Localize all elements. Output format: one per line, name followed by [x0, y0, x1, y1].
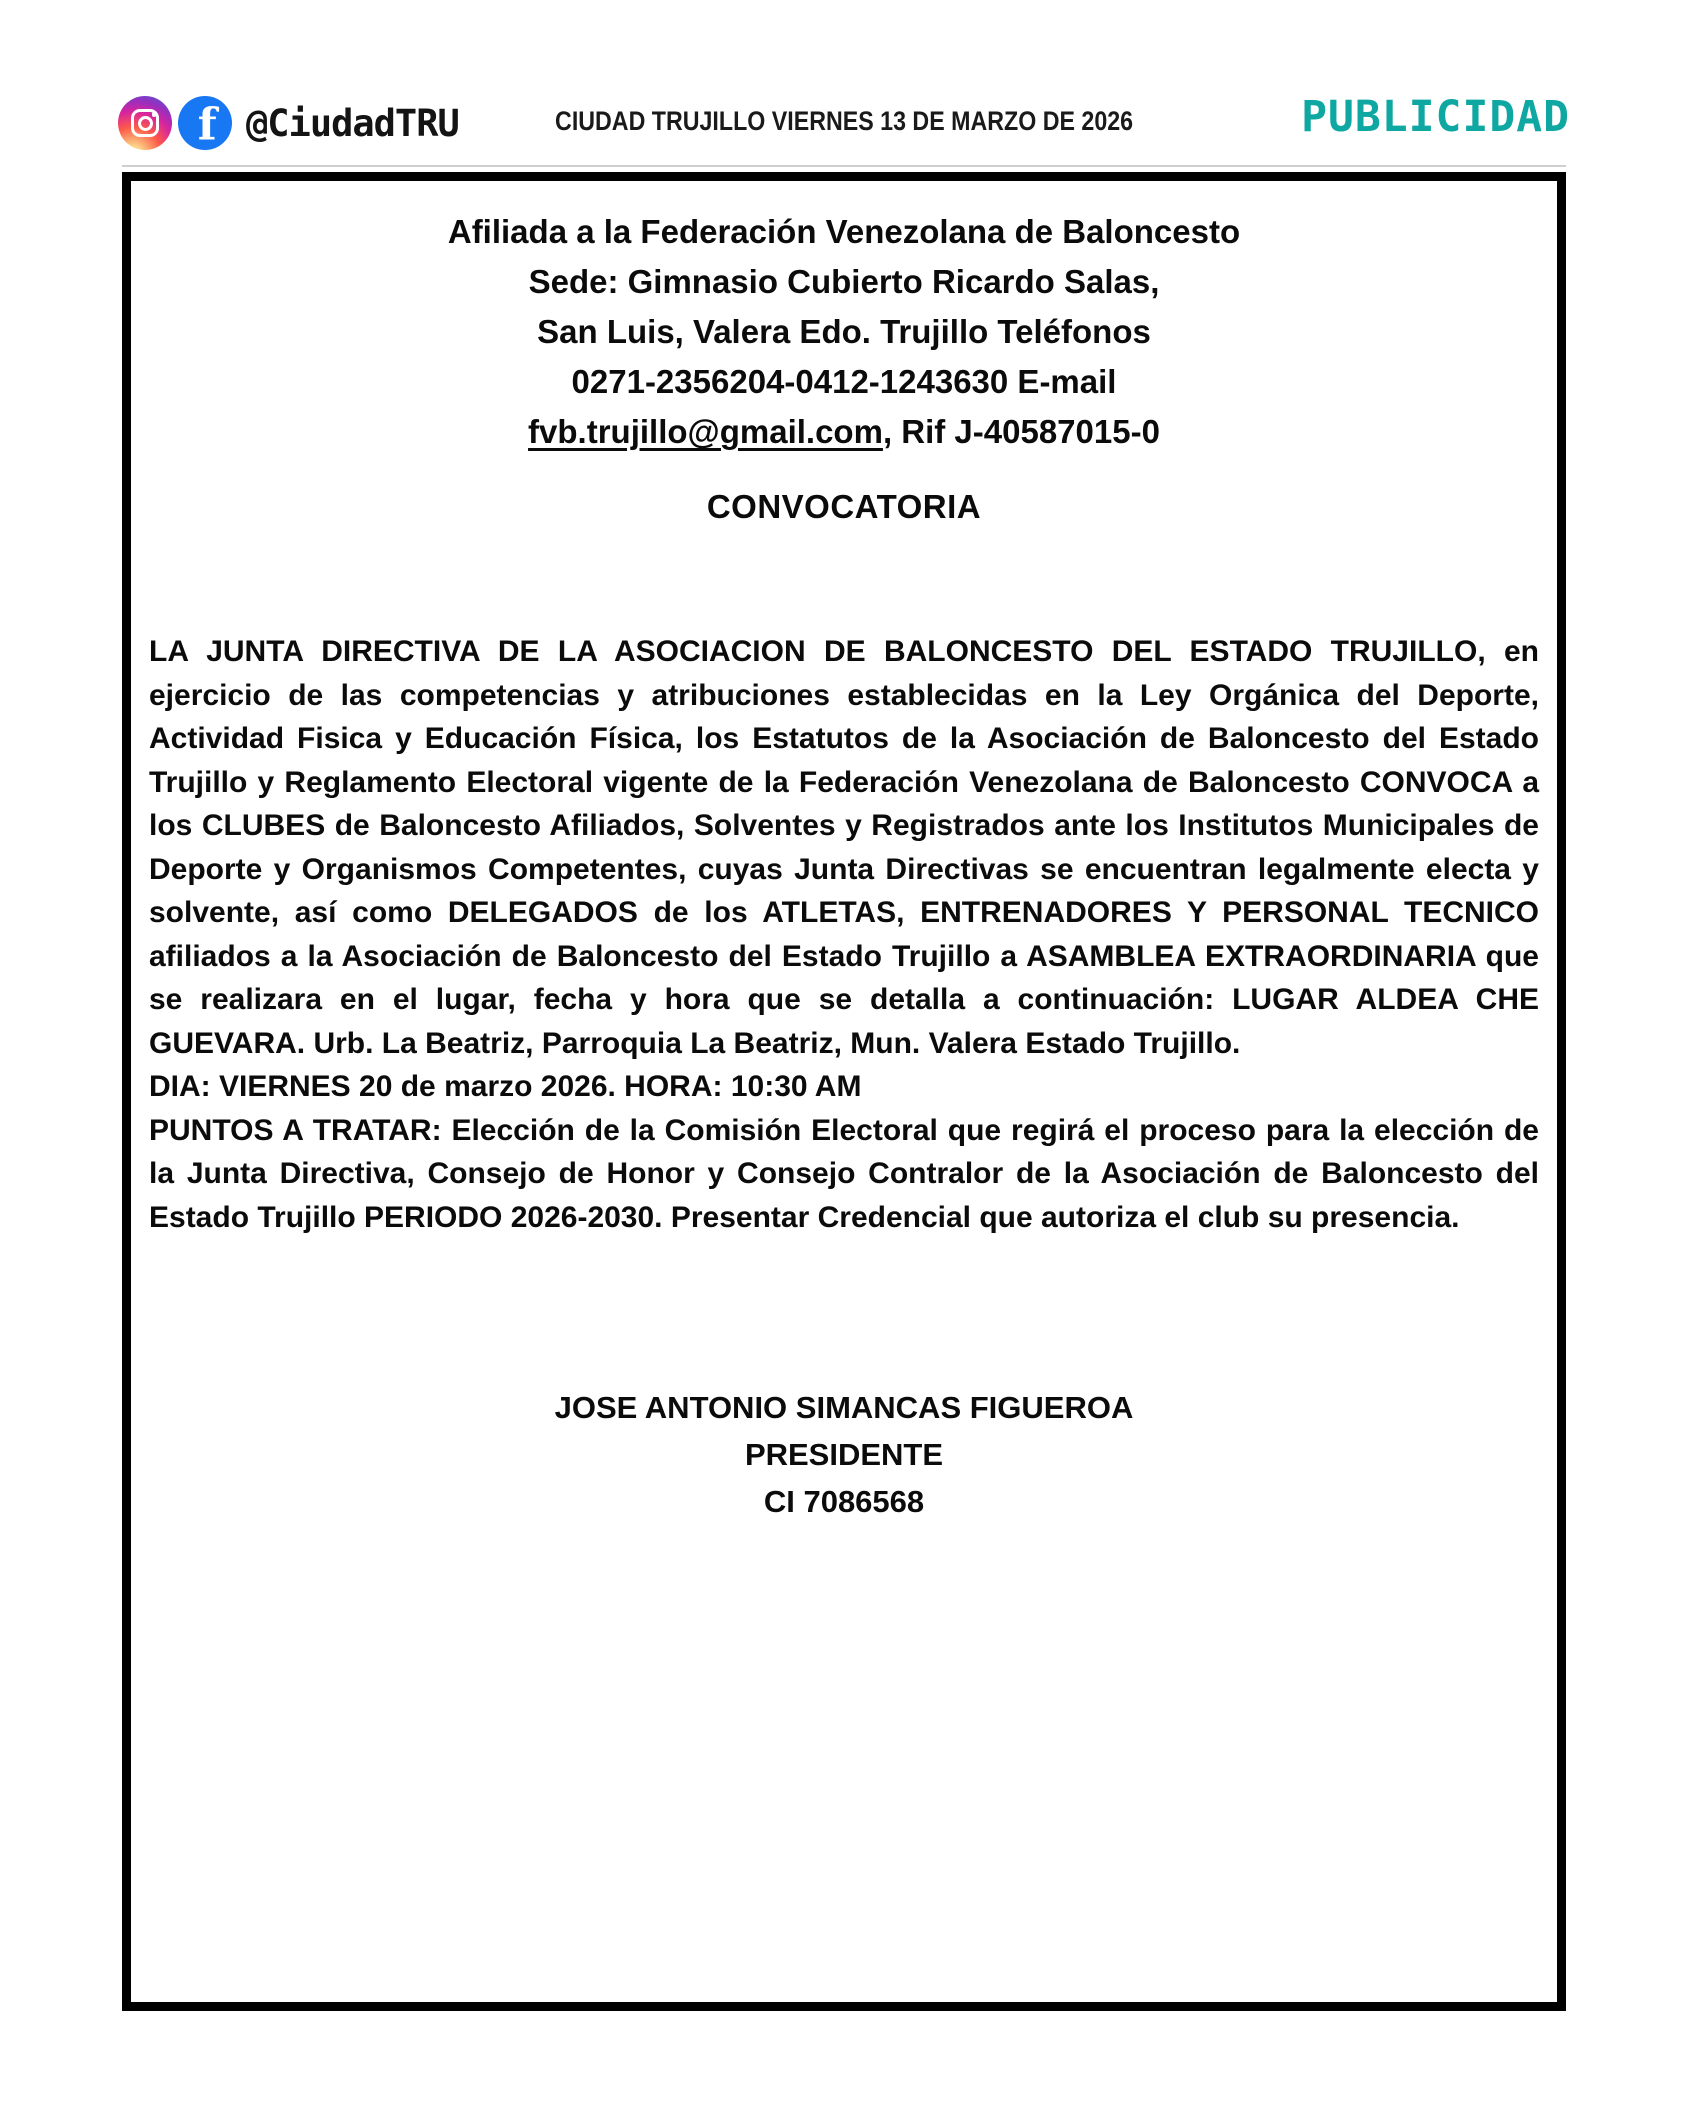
social-handle: @CiudadTRU	[246, 101, 459, 145]
masthead	[0, 0, 1688, 160]
org-header-line: Sede: Gimnasio Cubierto Ricardo Salas,	[528, 263, 1160, 300]
org-rif: , Rif J-40587015-0	[882, 413, 1160, 450]
signature-name: JOSE ANTONIO SIMANCAS FIGUEROA	[554, 1390, 1134, 1425]
announcement-title: CONVOCATORIA	[706, 488, 982, 525]
signature-role: PRESIDENTE	[744, 1437, 944, 1472]
org-header-line: Afiliada a la Federación Venezolana de Baloncesto	[447, 213, 1241, 250]
org-header	[149, 207, 1539, 457]
announcement-body	[149, 630, 1539, 1239]
org-header-line: 0271-2356204-0412-1243630 E-mail	[571, 363, 1117, 400]
scan-edge-line	[122, 165, 1566, 167]
signature-block	[149, 1384, 1539, 1525]
org-header-line: San Luis, Valera Edo. Trujillo Teléfonos	[537, 313, 1151, 350]
body-line-date-time: DIA: VIERNES 20 de marzo 2026. HORA: 10:30 AM	[149, 1070, 862, 1103]
facebook-icon: f	[178, 96, 232, 150]
org-header-line	[149, 407, 1539, 457]
announcement-box	[122, 172, 1566, 2011]
body-paragraph-agenda: PUNTOS A TRATAR: Elección de la Comisión Electoral que regirá el proceso para la elección de la Junta Directiva, Consejo de Honor y Consejo Contralor de la Asociación de Baloncesto del Estado Trujillo PERIODO 2026-2030. Presentar Credencial que autoriza el club su presencia.	[149, 1113, 1539, 1234]
edition-text: CIUDAD TRUJILLO VIERNES 13 DE MARZO DE 2026	[554, 106, 1134, 136]
email-link[interactable]: fvb.trujillo@gmail.com	[528, 413, 883, 450]
body-paragraph-main: LA JUNTA DIRECTIVA DE LA ASOCIACION DE BALONCESTO DEL ESTADO TRUJILLO, en ejercicio de las competencias y atribuciones establecidas en la Ley Orgánica del Deporte, Actividad Fisica y Educación Física, los Estatutos de la Asociación de Baloncesto del Estado Trujillo y Reglamento Electoral vigente de la Federación Venezolana de Baloncesto CONVOCA a los CLUBES de Baloncesto Afiliados, Solventes y Registrados ante los Institutos Municipales de Deporte y Organismos Competentes, cuyas Junta Directivas se encuentran legalmente electa y solvente, así como DELEGADOS de los ATLETAS, ENTRENADORES Y PERSONAL TECNICO afiliados a la Asociación de Baloncesto del Estado Trujillo a ASAMBLEA EXTRAORDINARIA que se realizara en el lugar, fecha y hora que se detalla a continuación: LUGAR ALDEA CHE GUEVARA. Urb. La Beatriz, Parroquia La Beatriz, Mun. Valera Estado Trujillo.	[149, 635, 1539, 1060]
signature-id: CI 7086568	[763, 1484, 925, 1519]
section-label: PUBLICIDAD	[1301, 92, 1570, 142]
